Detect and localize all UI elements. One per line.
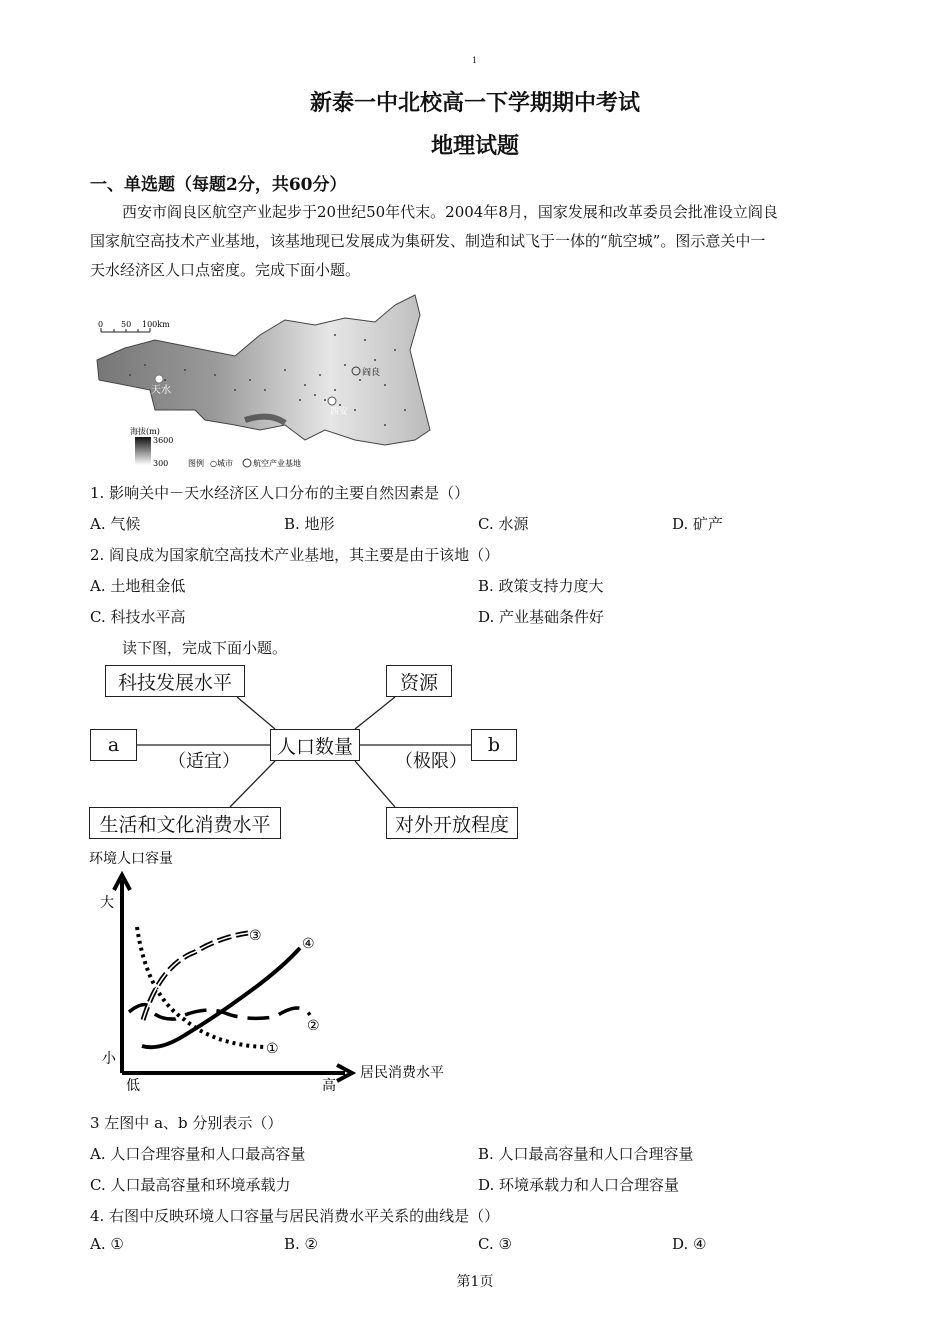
option[interactable]: D. 矿产 — [672, 515, 724, 533]
x-axis-label: 居民消费水平 — [360, 1065, 444, 1081]
x-low-label: 低 — [126, 1078, 140, 1094]
question-1: 1. 影响关中－天水经济区人口分布的主要自然因素是（） — [90, 484, 470, 502]
curve-label: ③ — [249, 928, 262, 944]
section-heading: 一、单选题（每题2分，共60分） — [90, 175, 347, 195]
page-marker: 1 — [472, 56, 478, 65]
elevation-label: 海拔(m) — [130, 427, 160, 436]
option[interactable]: B. ② — [284, 1235, 319, 1253]
box-resources: 资源 — [386, 665, 452, 697]
legend-base: 航空产业基地 — [253, 459, 301, 468]
option[interactable]: C. 科技水平高 — [90, 608, 186, 626]
box-living-level: 生活和文化消费水平 — [89, 807, 281, 839]
read-prompt: 读下图，完成下面小题。 — [122, 639, 288, 657]
curve-label: ① — [266, 1041, 279, 1057]
passage-line: 天水经济区人口点密度。完成下面小题。 — [90, 261, 361, 279]
city-label: 天水 — [151, 385, 171, 396]
y-low-label: 小 — [102, 1051, 116, 1067]
question-3: 3 左图中 a、b 分别表示（） — [90, 1114, 283, 1132]
box-population: 人口数量 — [270, 729, 360, 761]
y-high-label: 大 — [100, 895, 114, 911]
page-subtitle: 地理试题 — [430, 133, 519, 159]
option[interactable]: D. ④ — [672, 1235, 707, 1253]
base-label: 阎良 — [362, 368, 381, 378]
question-2: 2. 阎良成为国家航空高技术产业基地，其主要是由于该地（） — [90, 546, 500, 564]
option[interactable]: B. 政策支持力度大 — [478, 577, 604, 595]
option[interactable]: C. ③ — [478, 1235, 512, 1253]
box-b: b — [471, 729, 517, 761]
option[interactable]: B. 人口最高容量和人口合理容量 — [478, 1145, 694, 1163]
passage-line: 国家航空高技术产业基地，该基地现已发展成为集研发、制造和试飞于一体的“航空城”。图示意关中一 — [90, 232, 766, 250]
label-suitable: （适宜） — [168, 751, 240, 772]
option[interactable]: B. 地形 — [284, 515, 335, 533]
svg-text:300: 300 — [153, 459, 169, 468]
city-label: 西安 — [330, 407, 349, 417]
option[interactable]: A. 人口合理容量和人口最高容量 — [90, 1145, 306, 1163]
legend-city: ○城市 — [210, 459, 233, 468]
option[interactable]: A. ① — [90, 1235, 124, 1253]
curve-3-inner — [143, 933, 248, 1020]
option[interactable]: A. 土地租金低 — [90, 577, 186, 595]
page-footer: 第1页 — [456, 1274, 494, 1290]
box-a: a — [90, 729, 137, 761]
svg-text:100km: 100km — [142, 320, 170, 329]
svg-text:3600: 3600 — [153, 436, 174, 445]
curve-label: ② — [307, 1018, 320, 1034]
question-4: 4. 右图中反映环境人口容量与居民消费水平关系的曲线是（） — [90, 1207, 500, 1225]
option[interactable]: C. 水源 — [478, 515, 529, 533]
svg-text:50: 50 — [121, 320, 132, 329]
option[interactable]: C. 人口最高容量和环境承载力 — [90, 1176, 291, 1194]
page-title: 新泰一中北校高一下学期期中考试 — [309, 90, 640, 116]
curve-label: ④ — [302, 936, 315, 952]
svg-text:0: 0 — [98, 320, 104, 329]
box-tech-level: 科技发展水平 — [105, 665, 245, 697]
label-limit: （极限） — [395, 751, 467, 772]
curve-3 — [143, 933, 248, 1020]
y-axis-label: 环境人口容量 — [89, 851, 173, 867]
option[interactable]: A. 气候 — [90, 515, 141, 533]
x-high-label: 高 — [322, 1078, 336, 1094]
option[interactable]: D. 环境承载力和人口合理容量 — [478, 1176, 680, 1194]
passage-line: 西安市阎良区航空产业起步于20世纪50年代末。2004年8月，国家发展和改革委员会批准设立阎良 — [122, 203, 778, 221]
capacity-chart — [85, 845, 465, 1095]
option[interactable]: D. 产业基础条件好 — [478, 608, 605, 626]
legend-title: 图例 — [188, 459, 204, 468]
axes — [114, 875, 352, 1081]
curve-4 — [142, 948, 300, 1047]
box-opening: 对外开放程度 — [386, 807, 518, 839]
